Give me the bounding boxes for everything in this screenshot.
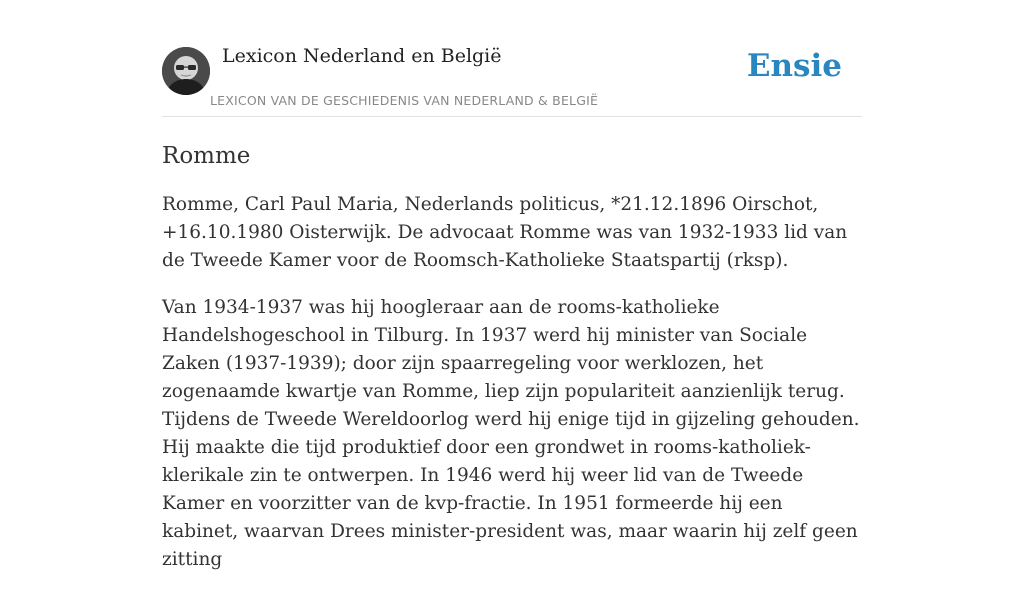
person-photo-icon: [162, 47, 210, 95]
header: [162, 0, 862, 117]
article-paragraph: Van 1934-1937 was hij hoogleraar aan de rooms-katholieke Handelshogeschool in Tilburg. In 1937 werd hij minister van Sociale Zaken (1937-1939); door zijn spaarregeling voor werklozen, het zogenaamde kwartje van Romme, liep zijn populariteit aanzienlijk terug. Tijdens de Tweede Wereldoorlog werd hij enige tijd in gijzeling gehouden. Hij maakte die tijd produktief door een grondwet in rooms-katholiek-klerikale zin te ontwerpen. In 1946 werd hij weer lid van de Tweede Kamer en voorzitter van de kvp-fractie. In 1951 formeerde hij een kabinet, waarvan Drees minister-president was, maar waarin hij zelf geen zitting: [162, 297, 860, 570]
article-title: Romme: [162, 143, 251, 169]
article-paragraph: Romme, Carl Paul Maria, Nederlands politicus, *21.12.1896 Oirschot, +16.10.1980 Oisterwijk. De advocaat Romme was van 1932-1933 lid van de Tweede Kamer voor de Roomsch-Katholieke Staatspartij (rksp).: [162, 194, 848, 271]
ensie-logo-link[interactable]: Ensie: [746, 48, 842, 84]
page: [162, 0, 862, 593]
author-avatar[interactable]: [162, 47, 210, 95]
lexicon-subtitle: LEXICON VAN DE GESCHIEDENIS VAN NEDERLAND & BELGIË: [210, 93, 599, 108]
lexicon-title[interactable]: Lexicon Nederland en België: [222, 45, 502, 67]
article-body: [162, 191, 862, 574]
